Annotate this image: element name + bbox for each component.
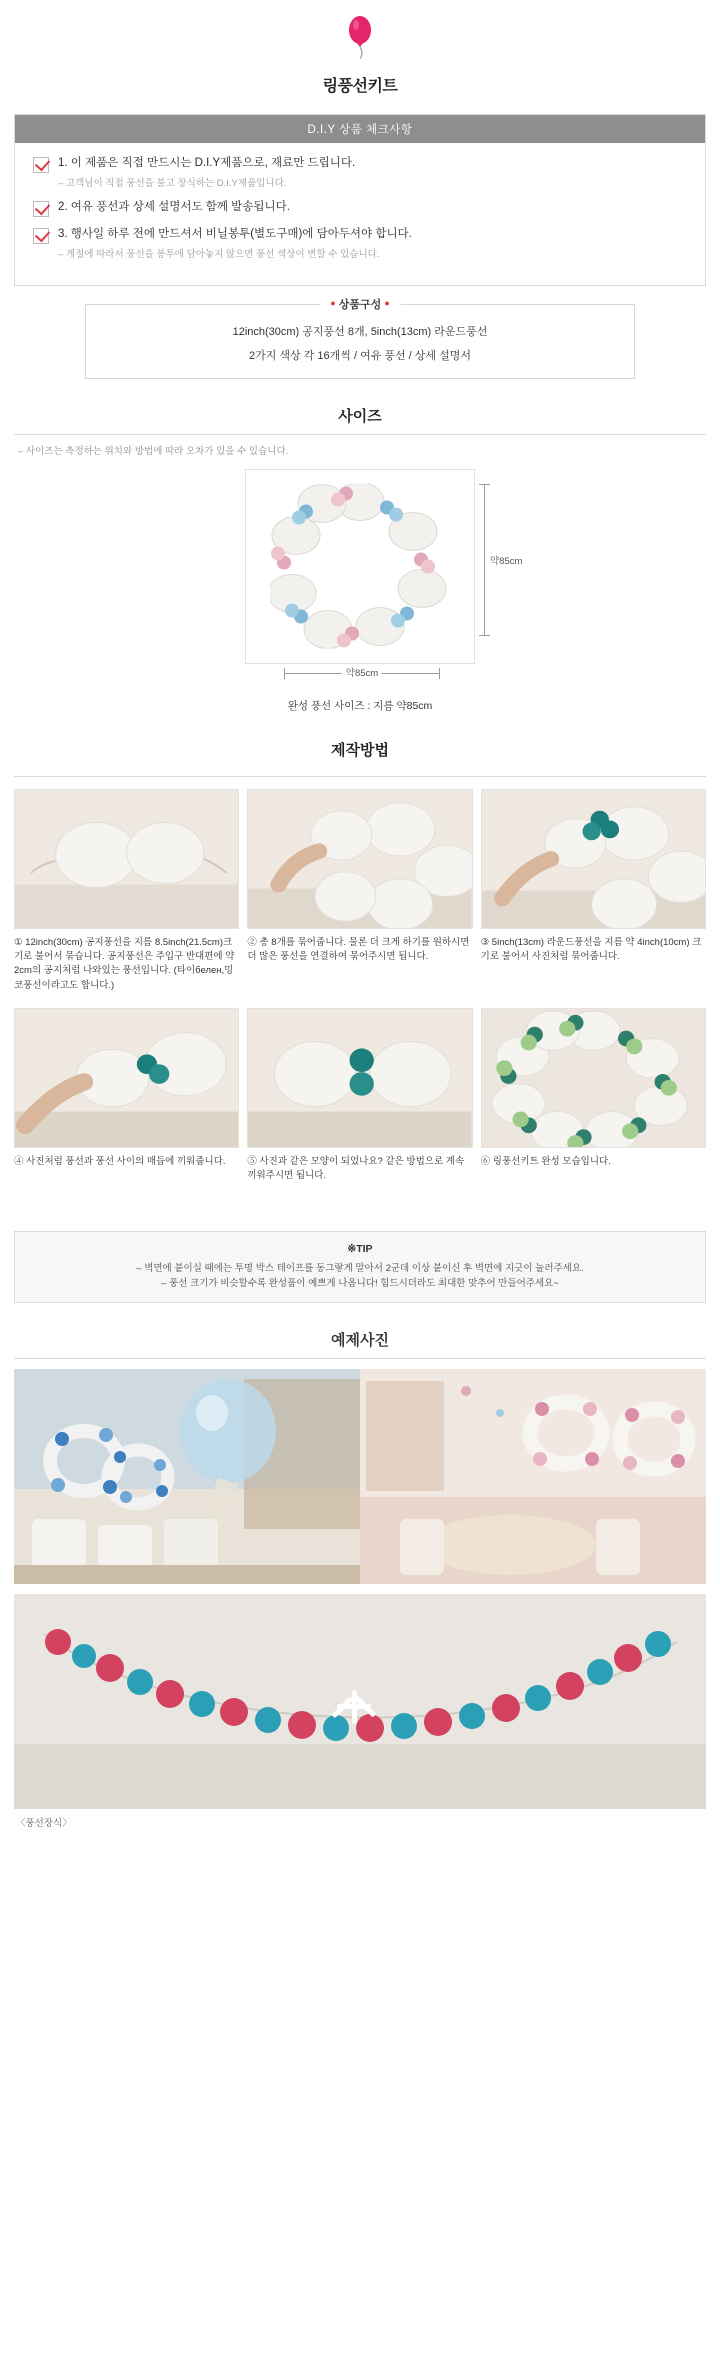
howto-step [14,789,239,998]
step-photo [481,1008,706,1148]
bullet-icon: ● [384,297,390,308]
size-caption: 완성 풍선 사이즈 : 지름 약85cm [287,699,433,712]
check-icon [33,157,49,173]
howto-step [247,1008,472,1217]
examples-heading: 예제사진 [331,1332,389,1350]
step-photo [247,789,472,929]
checklist-heading: D.I.Y 상품 체크사항 [15,115,705,143]
howto-step [247,789,472,998]
checklist-panel [14,114,706,286]
tip-line: – 벽면에 붙이실 때에는 투명 박스 테이프를 동그랗게 말아서 2군데 이상 붙이신 후 벽면에 지긋이 눌러주세요. [136,1262,584,1274]
logo-area [0,0,720,65]
step-photo [247,1008,472,1148]
divider [14,776,706,777]
tip-line: – 풍선 크기가 비슷할수록 완성품이 예쁘게 나옵니다! 힘드시더라도 최대한 맞추어 만들어주세요~ [161,1278,559,1290]
composition-panel [85,297,635,379]
howto-steps-row-2 [14,1008,706,1217]
checklist-item [33,155,687,173]
step-photo [14,789,239,929]
howto-step [481,1008,706,1217]
checklist-item-text: 2. 여유 풍선과 상세 설명서도 함께 발송됩니다. [58,201,290,214]
howto-step [14,1008,239,1217]
checklist-body [15,143,705,285]
example-photo-left [14,1369,360,1584]
checklist-item-sub: – 계절에 따라서 풍선을 봉투에 담아놓지 않으면 풍선 색상이 변할 수 있습니다. [58,249,380,261]
step-caption: ⑤ 사진과 같은 모양이 되었나요? 같은 방법으로 계속 끼워주시면 됩니다. [247,1155,465,1182]
size-heading: 사이즈 [338,407,382,425]
divider [14,1358,706,1359]
size-dimension-vertical [476,484,523,636]
example-caption: 〈풍선장식〉 [16,1818,72,1830]
step-photo [481,789,706,929]
check-icon [33,228,49,244]
example-photo-right [360,1369,706,1584]
bullet-icon: ● [330,297,336,308]
size-dimension-horizontal [284,665,440,685]
size-note: – 사이즈는 측정하는 위치와 방법에 따라 오차가 있을 수 있습니다. [18,445,289,457]
page-title: 링풍선키트 [322,78,398,95]
step-caption: ② 총 8개를 묶어줍니다. 물론 더 크게 하기를 원하시면 더 많은 풍선을 연결하여 묶어주시면 됩니다. [247,936,470,963]
check-icon [33,201,49,217]
example-photo-wide [14,1594,706,1809]
composition-line: 2가지 색상 각 16개씩 / 여유 풍선 / 상세 설명서 [249,350,471,363]
composition-line: 12inch(30cm) 공지풍선 8개, 5inch(13cm) 라운드풍선 [232,325,488,338]
balloon-icon [343,14,377,65]
size-dimension-vertical-label: 약85cm [490,555,523,567]
checklist-item-sub: – 고객님이 직접 풍선을 불고 장식하는 D.I.Y제품입니다. [58,178,287,189]
step-caption: ① 12inch(30cm) 공지풍선을 지름 8.5inch(21.5cm)크기로 불어서 묶습니다. 공지풍선은 주입구 반대편에 약 2cm의 공지처럼 나와있는 풍선입니다. (타이белен,밍코풍선이라고도 합니다.) [14,936,235,991]
size-illustration [245,469,523,679]
howto-heading: 제작방법 [331,741,389,759]
step-caption: ④ 사진처럼 풍선과 풍선 사이의 매듭에 끼워줍니다. [14,1155,226,1167]
divider [14,434,706,435]
checklist-item [33,226,687,244]
howto-step [481,789,706,998]
size-dimension-horizontal-label: 약85cm [342,665,382,679]
step-caption: ③ 5inch(13cm) 라운드풍선을 지름 약 4inch(10cm) 크기로 불어서 사진처럼 묶어줍니다. [480,936,702,963]
composition-title-text: 상품구성 [338,298,382,311]
step-photo [14,1008,239,1148]
checklist-item [33,199,687,217]
howto-steps-row-1 [14,789,706,998]
checklist-item-text: 1. 이 제품은 직접 만드시는 D.I.Y제품으로, 재료만 드립니다. [58,157,356,169]
wreath-diagram [270,484,450,649]
tip-panel [14,1231,706,1303]
checklist-item-text: 3. 행사일 하루 전에 만드셔서 비닐봉투(별도구매)에 담아두셔야 합니다. [58,228,412,241]
composition-title [320,296,400,312]
tip-title: ※TIP [347,1242,373,1255]
step-caption: ⑥ 링풍선키트 완성 모습입니다. [480,1155,611,1167]
examples-row [14,1369,706,1584]
